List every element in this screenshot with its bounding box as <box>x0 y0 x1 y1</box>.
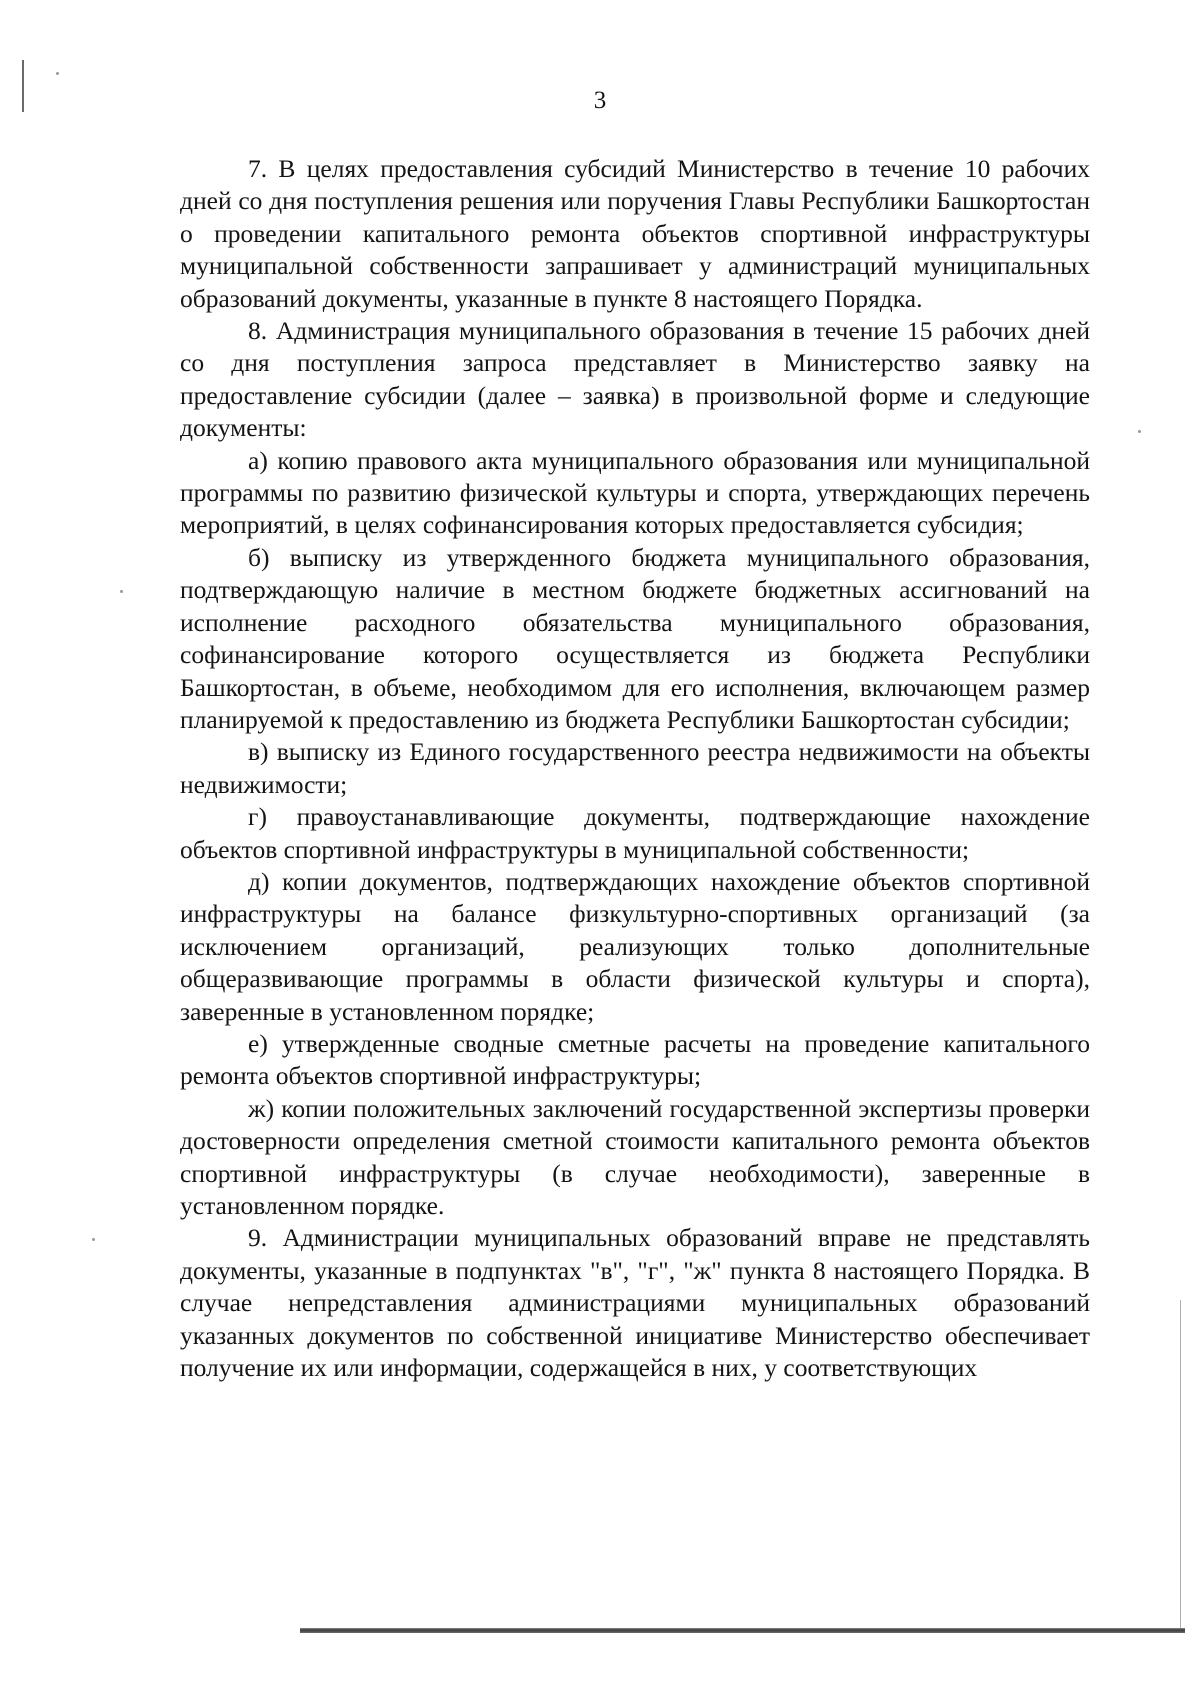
subitem-e: е) утвержденные сводные сметные расчеты на проведение капитального ремонта объектов спортивной инфраструктуры; <box>180 1028 1090 1091</box>
scan-dust-dot <box>120 590 123 593</box>
paragraph-7: 7. В целях предоставления субсидий Министерство в течение 10 рабочих дней со дня поступления решения или поручения Главы Республики Башкортостан о проведении капитального ремонта объектов спортивной инфраструктуры муниципальной собственности запрашивает у администраций муниципальных образований документы, указанные в пункте 8 настоящего Порядка. <box>180 154 1090 313</box>
document-body <box>180 153 1090 1384</box>
subitem-v: в) выписку из Единого государственного реестра недвижимости на объекты недвижимости; <box>180 737 1090 799</box>
scan-dust-dot <box>1138 430 1141 433</box>
scan-edge-line-right <box>1180 1300 1181 1630</box>
subitem-b: б) выписку из утвержденного бюджета муниципального образования, подтверждающую наличие в местном бюджете бюджетных ассигнований на исполнение расходного обязательства муниципального образования, софинансирование которого осуществляется из бюджета Республики Башкортостан, в объеме, необходимом для его исполнения, включающем размер планируемой к предоставлению из бюджета Республики Башкортостан субсидии; <box>180 542 1090 734</box>
page-number: 3 <box>593 87 607 114</box>
scan-edge-line-bottom <box>300 1628 1185 1633</box>
scan-dust-dot <box>92 1238 95 1241</box>
paragraph-8: 8. Администрация муниципального образования в течение 15 рабочих дней со дня поступления запроса представляет в Министерство заявку на предоставление субсидии (далее – заявка) в произвольной форме и следующие документы: <box>180 316 1090 443</box>
scan-dust-dot <box>56 72 59 75</box>
paragraph-9: 9. Администрации муниципальных образований вправе не представлять документы, указанные в подпунктах "в", "г", "ж" пункта 8 настоящего Порядка. В случае непредставления администрациями муниципальных образований указанных документов по собственной инициативе Министерство обеспечивает получение их или информации, содержащейся в них, у соответствующих <box>180 1223 1090 1383</box>
subitem-g: г) правоустанавливающие документы, подтверждающие нахождение объектов спортивной инфраструктуры в муниципальной собственности; <box>180 802 1090 864</box>
subitem-zh: ж) копии положительных заключений государственной экспертизы проверки достоверности определения сметной стоимости капитального ремонта объектов спортивной инфраструктуры (в случае необходимости), заверенные в установленном порядке. <box>180 1093 1090 1220</box>
subitem-a: а) копию правового акта муниципального образования или муниципальной программы по развитию физической культуры и спорта, утверждающих перечень мероприятий, в целях софинансирования которых предоставляется субсидия; <box>180 445 1090 540</box>
subitem-d: д) копии документов, подтверждающих нахождение объектов спортивной инфраструктуры на балансе физкультурно-спортивных организаций (за исключением организаций, реализующих только дополнительные общеразвивающие программы в области физической культуры и спорта), заверенные в установленном порядке; <box>180 866 1090 1026</box>
